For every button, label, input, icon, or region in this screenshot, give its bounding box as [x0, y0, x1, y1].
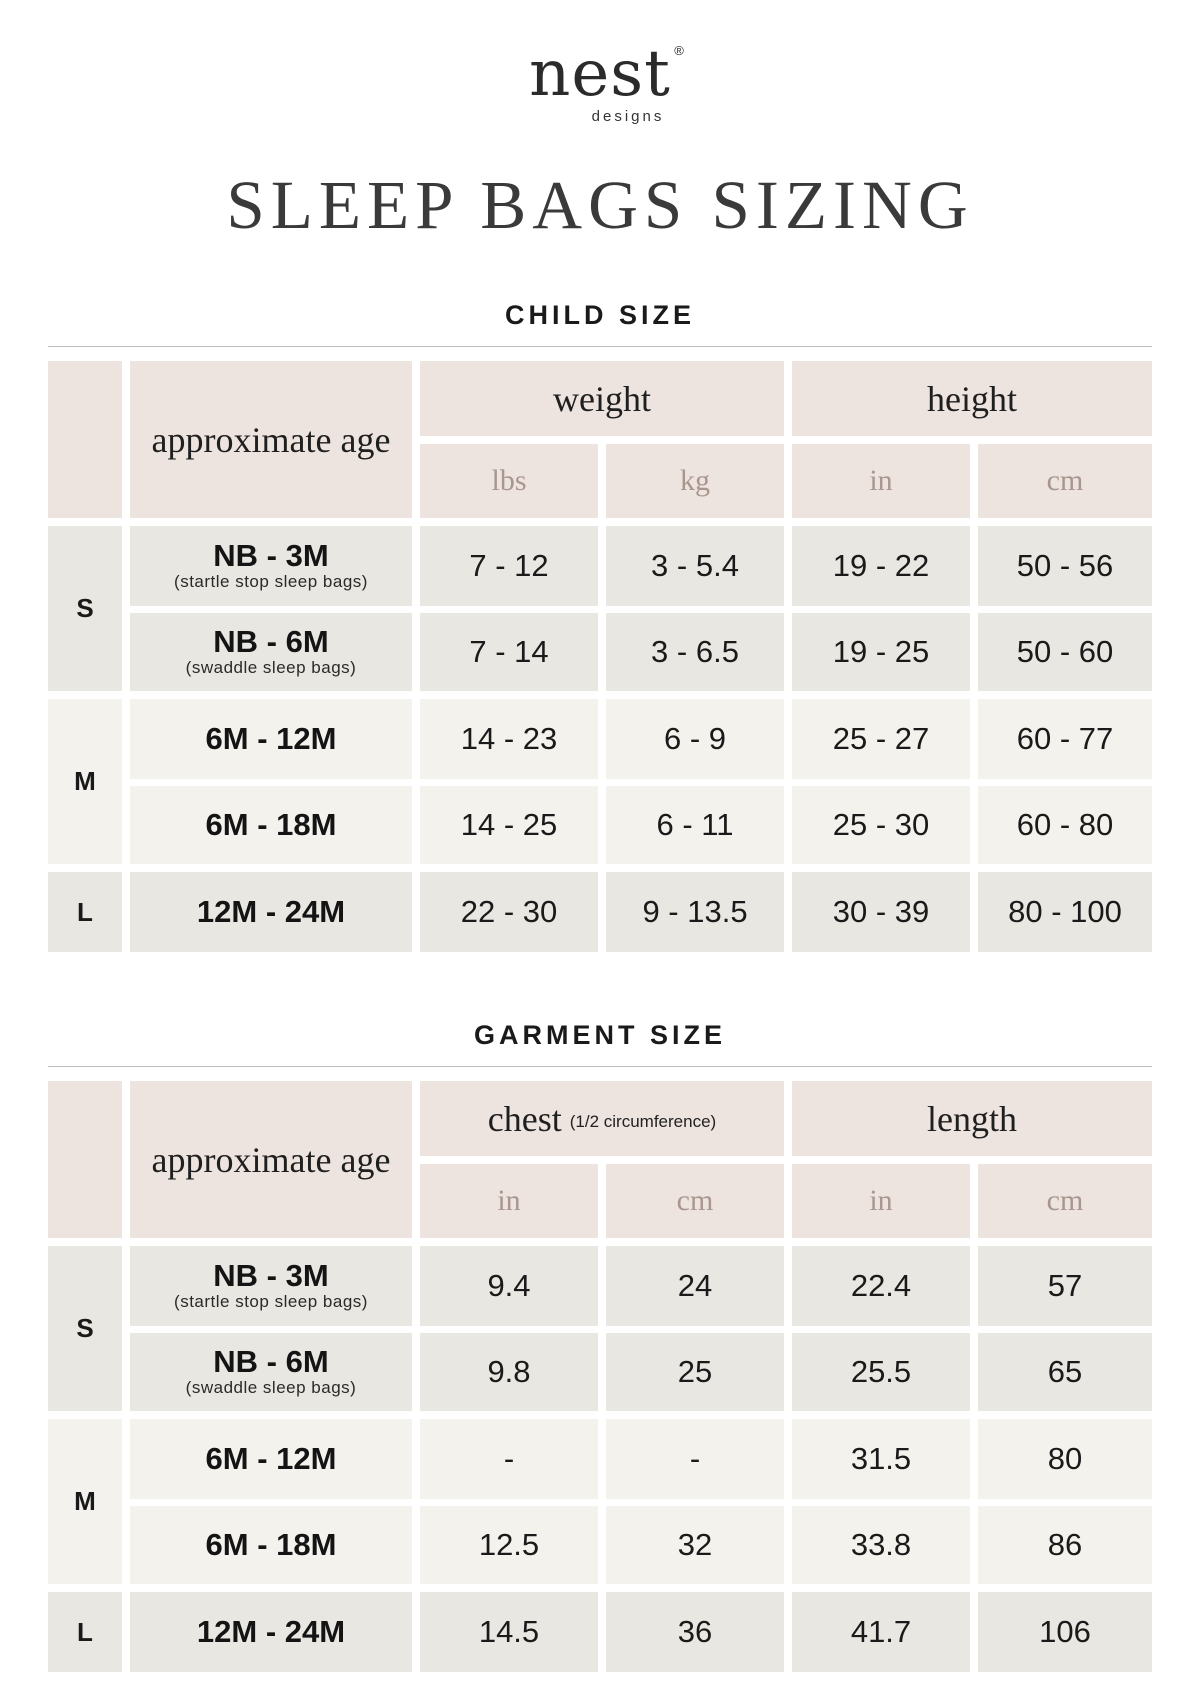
value-cell — [978, 1592, 1152, 1672]
unit-header-chest-cm — [606, 1164, 784, 1238]
cell-value: 6 - 9 — [663, 721, 727, 756]
logo-subtitle: designs — [591, 108, 665, 125]
size-header-cell — [48, 361, 122, 518]
unit-header-length-cm — [978, 1164, 1152, 1238]
age-range: NB - 6M — [213, 624, 329, 659]
value-cell — [420, 613, 598, 691]
cell-value: 19 - 22 — [832, 548, 930, 583]
value-cell — [606, 1506, 784, 1584]
value-cell — [420, 699, 598, 779]
value-cell — [420, 1333, 598, 1411]
length-header-cell — [792, 1081, 1152, 1156]
cell-value: 14.5 — [478, 1614, 540, 1649]
value-cell — [606, 1419, 784, 1499]
cell-value: 80 - 100 — [1008, 894, 1122, 929]
value-cell — [792, 872, 970, 952]
cell-value: 3 - 6.5 — [651, 634, 739, 669]
cell-value: 7 - 12 — [469, 548, 549, 583]
unit-header-chest-in — [420, 1164, 598, 1238]
child-size-heading: CHILD SIZE — [504, 300, 695, 330]
garment-size-divider — [48, 1066, 1152, 1067]
size-s-cell — [48, 1246, 122, 1411]
cell-value: 31.5 — [850, 1441, 912, 1476]
age-range: NB - 6M — [213, 1344, 329, 1379]
table-row-age — [130, 1592, 412, 1672]
value-cell — [792, 1592, 970, 1672]
cell-value: 65 — [1047, 1354, 1083, 1389]
value-cell — [606, 613, 784, 691]
cell-value: 41.7 — [850, 1614, 912, 1649]
table-row-age — [130, 1506, 412, 1584]
age-header-label: approximate age — [151, 1139, 391, 1180]
value-cell — [792, 699, 970, 779]
size-letter: S — [76, 1313, 94, 1343]
unit-label: in — [869, 464, 893, 497]
value-cell — [792, 1246, 970, 1326]
value-cell — [978, 872, 1152, 952]
cell-value: 25 - 27 — [832, 721, 930, 756]
cell-value: 50 - 56 — [1016, 548, 1114, 583]
size-s-cell — [48, 526, 122, 691]
cell-value: 22 - 30 — [460, 894, 558, 929]
table-row-age — [130, 1419, 412, 1499]
table-row-age — [130, 613, 412, 691]
age-range: 6M - 12M — [205, 1441, 337, 1476]
logo-name: nest — [529, 37, 671, 111]
length-header-label: length — [927, 1098, 1017, 1139]
size-l-cell — [48, 872, 122, 952]
cell-value: 25.5 — [850, 1354, 912, 1389]
size-letter: S — [76, 593, 94, 623]
size-letter: L — [77, 1616, 93, 1647]
value-cell — [420, 872, 598, 952]
cell-value: 50 - 60 — [1016, 634, 1114, 669]
age-range: 6M - 12M — [205, 721, 337, 756]
cell-value: 9.8 — [487, 1354, 531, 1389]
value-cell — [420, 526, 598, 606]
cell-value: 57 — [1047, 1268, 1083, 1303]
weight-header-label: weight — [553, 378, 651, 419]
unit-label: in — [497, 1184, 521, 1217]
cell-value: 60 - 80 — [1016, 807, 1114, 842]
value-cell — [792, 786, 970, 864]
value-cell — [606, 699, 784, 779]
cell-value: 6 - 11 — [656, 807, 734, 842]
cell-value: 80 — [1047, 1441, 1083, 1476]
age-range: 6M - 18M — [205, 807, 337, 842]
chest-header-note: (1/2 circumference) — [569, 1111, 717, 1131]
unit-label: kg — [680, 464, 710, 497]
unit-label: in — [869, 1184, 893, 1217]
age-range: NB - 3M — [213, 1258, 329, 1293]
age-range: 12M - 24M — [196, 1614, 346, 1649]
unit-label: lbs — [491, 464, 527, 497]
unit-header-lbs — [420, 444, 598, 518]
value-cell — [978, 1506, 1152, 1584]
size-header-cell — [48, 1081, 122, 1238]
cell-value: 12.5 — [478, 1527, 540, 1562]
age-range: 6M - 18M — [205, 1527, 337, 1562]
table-row-age — [130, 699, 412, 779]
unit-label: cm — [1046, 1184, 1084, 1217]
chest-header-label: chest — [487, 1098, 562, 1139]
table-row-age — [130, 1333, 412, 1411]
table-row-age — [130, 1246, 412, 1326]
chest-header-cell — [420, 1081, 784, 1156]
value-cell — [420, 1506, 598, 1584]
value-cell — [978, 526, 1152, 606]
garment-size-heading: GARMENT SIZE — [473, 1020, 726, 1050]
value-cell — [978, 1333, 1152, 1411]
table-row-age — [130, 786, 412, 864]
age-note: (startle stop sleep bags) — [174, 572, 368, 591]
cell-value: 60 - 77 — [1016, 721, 1114, 756]
age-note: (swaddle sleep bags) — [185, 1378, 357, 1397]
value-cell — [606, 872, 784, 952]
height-header-cell — [792, 361, 1152, 436]
size-l-cell — [48, 1592, 122, 1672]
cell-value: 14 - 25 — [460, 807, 558, 842]
value-cell — [792, 526, 970, 606]
cell-value: 36 — [677, 1614, 713, 1649]
size-letter: M — [74, 766, 96, 796]
cell-value: 25 - 30 — [832, 807, 930, 842]
size-letter: L — [77, 896, 93, 927]
age-note: (startle stop sleep bags) — [174, 1292, 368, 1311]
cell-value: 30 - 39 — [832, 894, 930, 929]
weight-header-cell — [420, 361, 784, 436]
cell-value: 106 — [1039, 1614, 1091, 1649]
brand-logo — [0, 37, 1200, 125]
age-header-label: approximate age — [151, 419, 391, 460]
cell-value: 9 - 13.5 — [642, 894, 748, 929]
size-letter: M — [74, 1486, 96, 1516]
value-cell — [978, 613, 1152, 691]
cell-value: 22.4 — [850, 1268, 912, 1303]
page-title: SLEEP BAGS SIZING — [226, 167, 974, 243]
value-cell — [420, 1419, 598, 1499]
value-cell — [978, 1246, 1152, 1326]
size-m-cell — [48, 1419, 122, 1584]
cell-value: 24 — [677, 1268, 713, 1303]
value-cell — [420, 786, 598, 864]
height-header-label: height — [927, 378, 1017, 419]
unit-header-cm — [978, 444, 1152, 518]
cell-value: 25 — [677, 1354, 713, 1389]
age-note: (swaddle sleep bags) — [185, 658, 357, 677]
age-header-cell — [130, 1081, 412, 1238]
cell-value: 3 - 5.4 — [651, 548, 739, 583]
value-cell — [792, 1419, 970, 1499]
unit-label: cm — [676, 1184, 714, 1217]
value-cell — [420, 1592, 598, 1672]
cell-value: - — [503, 1441, 515, 1476]
cell-value: 86 — [1047, 1527, 1083, 1562]
unit-header-in — [792, 444, 970, 518]
registered-mark: ® — [674, 43, 685, 58]
value-cell — [606, 526, 784, 606]
age-header-cell — [130, 361, 412, 518]
cell-value: 32 — [677, 1527, 713, 1562]
value-cell — [978, 786, 1152, 864]
value-cell — [792, 1506, 970, 1584]
value-cell — [792, 613, 970, 691]
value-cell — [606, 1333, 784, 1411]
value-cell — [792, 1333, 970, 1411]
cell-value: 14 - 23 — [460, 721, 558, 756]
value-cell — [978, 1419, 1152, 1499]
child-size-divider — [48, 346, 1152, 347]
value-cell — [606, 1592, 784, 1672]
age-range: 12M - 24M — [196, 894, 346, 929]
value-cell — [606, 1246, 784, 1326]
cell-value: 33.8 — [850, 1527, 912, 1562]
table-row-age — [130, 872, 412, 952]
age-range: NB - 3M — [213, 538, 329, 573]
unit-header-length-in — [792, 1164, 970, 1238]
value-cell — [978, 699, 1152, 779]
unit-label: cm — [1046, 464, 1084, 497]
size-m-cell — [48, 699, 122, 864]
logo-wordmark — [529, 37, 685, 111]
cell-value: 9.4 — [487, 1268, 531, 1303]
unit-header-kg — [606, 444, 784, 518]
table-row-age — [130, 526, 412, 606]
cell-value: 7 - 14 — [469, 634, 549, 669]
cell-value: 19 - 25 — [832, 634, 930, 669]
cell-value: - — [689, 1441, 701, 1476]
value-cell — [420, 1246, 598, 1326]
value-cell — [606, 786, 784, 864]
